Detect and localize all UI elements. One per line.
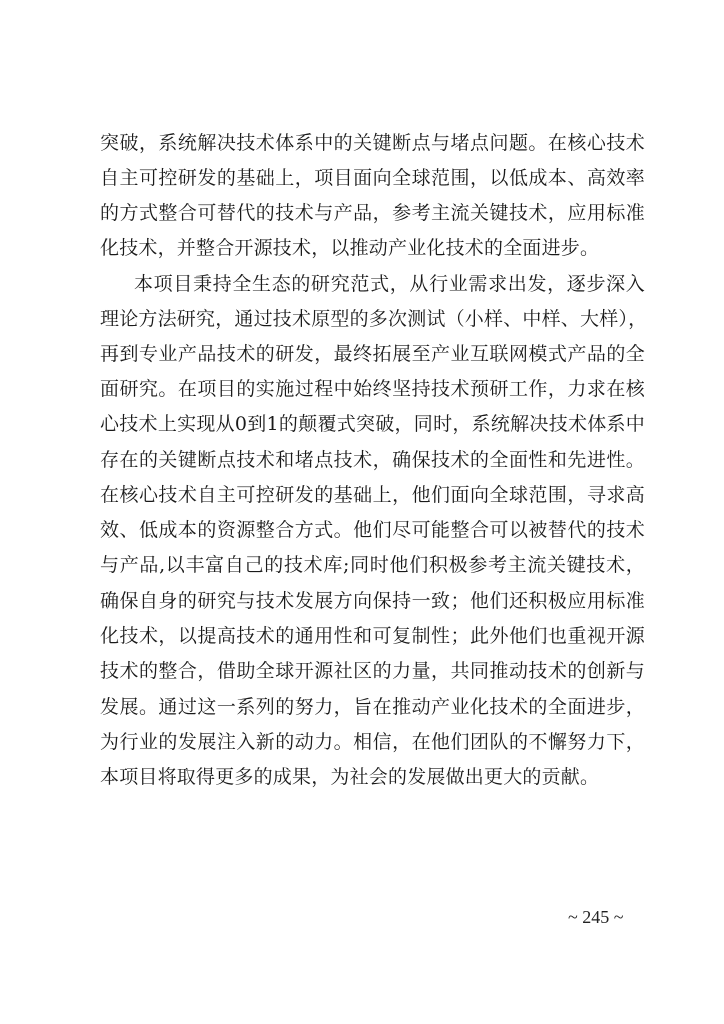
text-line: 突破，系统解决技术体系中的关键断点与堵点问题。在核心技术 <box>100 132 645 154</box>
text-line: 理论方法研究，通过技术原型的多次测试（小样、中样、大样）， <box>100 308 648 330</box>
text-line: 心技术上实现从0到1的颠覆式突破，同时，系统解决技术体系中 <box>100 413 645 435</box>
text-line: 再到专业产品技术的研发，最终拓展至产业互联网模式产品的全 <box>100 343 645 365</box>
text-line: 确保自身的研究与技术发展方向保持一致；他们还积极应用标准 <box>100 590 645 612</box>
text-line: 本项目秉持全生态的研究范式，从行业需求出发，逐步深入 <box>134 273 645 295</box>
text-line: 自主可控研发的基础上，项目面向全球范围，以低成本、高效率 <box>100 167 645 189</box>
text-line: 化技术，以提高技术的通用性和可复制性；此外他们也重视开源 <box>100 625 645 647</box>
text-line: 发展。通过这一系列的努力，旨在推动产业化技术的全面进步， <box>100 696 645 718</box>
text-line: 的方式整合可替代的技术与产品，参考主流关键技术，应用标准 <box>100 202 645 224</box>
text-line: 本项目将取得更多的成果，为社会的发展做出更大的贡献。 <box>100 766 600 788</box>
text-line: 存在的关键断点技术和堵点技术，确保技术的全面性和先进性。 <box>100 449 645 471</box>
text-line: 化技术，并整合开源技术，以推动产业化技术的全面进步。 <box>100 237 600 259</box>
text-line: 面研究。在项目的实施过程中始终坚持技术预研工作，力求在核 <box>100 378 645 400</box>
text-line: 为行业的发展注入新的动力。相信，在他们团队的不懈努力下， <box>100 731 645 753</box>
text-line: 在核心技术自主可控研发的基础上，他们面向全球范围，寻求高 <box>100 484 645 506</box>
text-line: 与产品,以丰富自己的技术库;同时他们积极参考主流关键技术， <box>100 554 645 576</box>
page-number: ~ 245 ~ <box>568 907 624 927</box>
text-line: 技术的整合，借助全球开源社区的力量，共同推动技术的创新与 <box>100 660 645 682</box>
text-line: 效、低成本的资源整合方式。他们尽可能整合可以被替代的技术 <box>100 519 645 541</box>
